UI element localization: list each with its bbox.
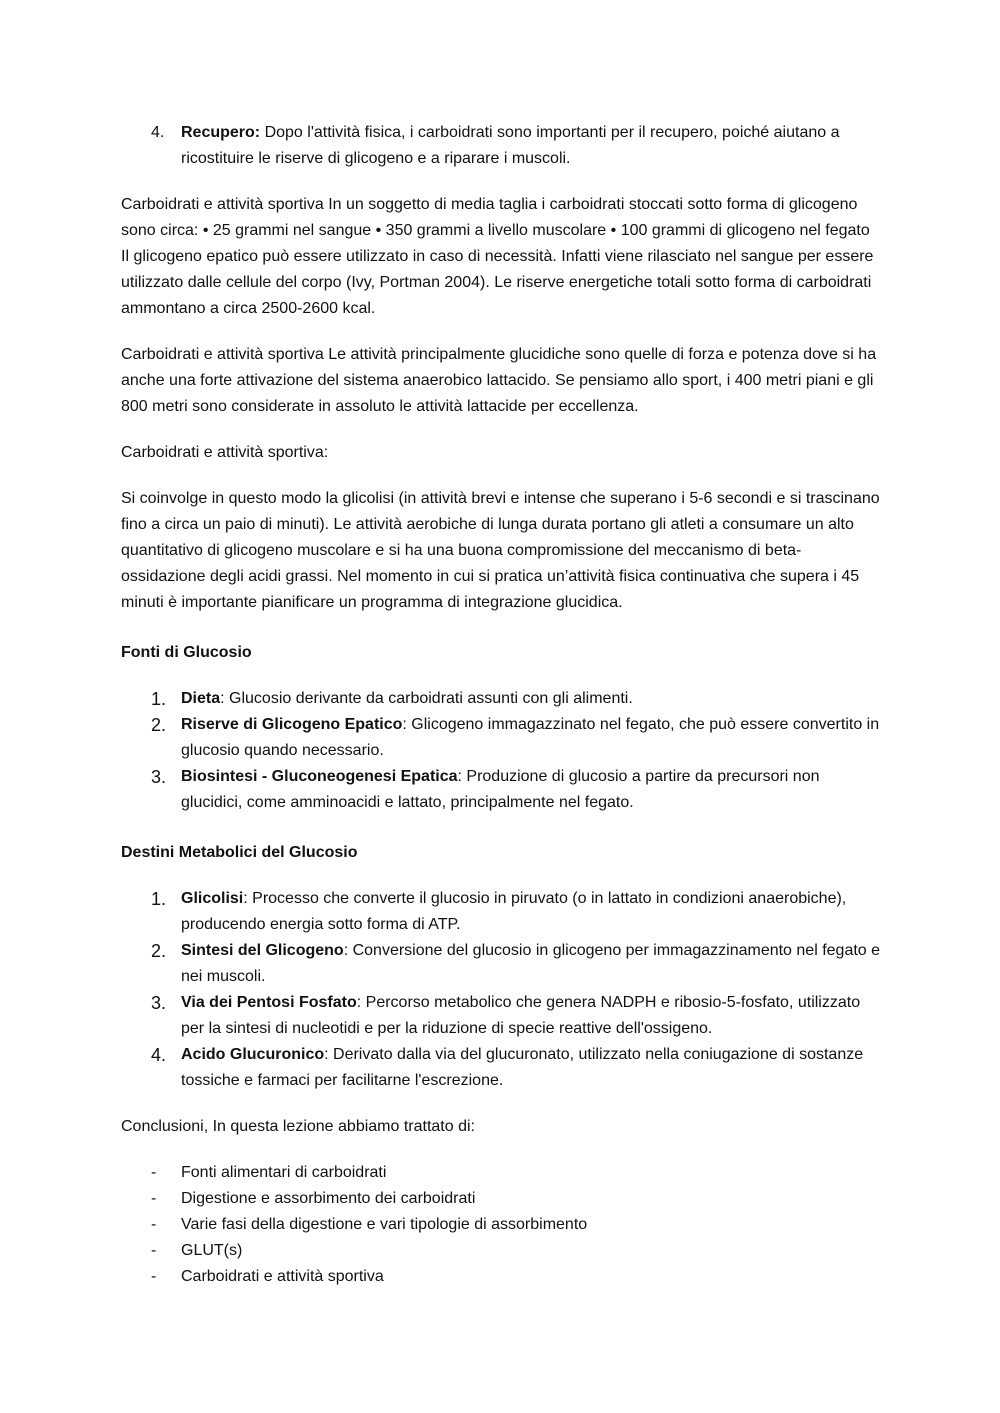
list-text: : Percorso metabolico che genera NADPH e ribosio-5-fosfato, utilizzato per la sintesi di nucleotidi e per la riduzione di specie reattive dell'ossigeno. [181,994,861,1037]
list-number: 1. [151,889,167,909]
list-item [121,120,881,172]
list-term: Dieta [181,690,221,707]
list-item [121,712,881,764]
list-term: Biosintesi - Gluconeogenesi Epatica [181,768,458,785]
list-item [121,686,881,712]
destini-list [121,886,881,1094]
list-dash: - [151,1190,157,1207]
list-dash: - [151,1242,157,1259]
list-text: Varie fasi della digestione e vari tipologie di assorbimento [181,1216,588,1233]
list-term: Glicolisi [181,890,244,907]
list-item [121,1042,881,1094]
heading-fonti: Fonti di Glucosio [121,644,252,661]
list-term: Recupero: [181,124,261,141]
list-term: Acido Glucuronico [181,1046,325,1063]
list-item [121,990,881,1042]
list-item [121,1186,881,1212]
conclusioni-list [121,1160,881,1290]
document-page [121,120,881,1310]
recupero-list [121,120,881,172]
list-number: 4. [151,1045,167,1065]
list-item [121,1264,881,1290]
paragraph-carboidrati-sport: Carboidrati e attività sportiva: [121,444,329,461]
list-number: 2. [151,941,167,961]
list-number: 1. [151,689,167,709]
list-number: 3. [151,767,167,787]
list-item [121,886,881,938]
list-dash: - [151,1164,157,1181]
list-text: : Glucosio derivante da carboidrati assunti con gli alimenti. [220,690,633,707]
list-text: Fonti alimentari di carboidrati [181,1164,387,1181]
fonti-list [121,686,881,816]
list-item [121,764,881,816]
list-text: GLUT(s) [181,1242,243,1259]
list-number: 3. [151,993,167,1013]
paragraph-conclusioni: Conclusioni, In questa lezione abbiamo trattato di: [121,1118,475,1135]
list-item [121,1160,881,1186]
list-text: Dopo l'attività fisica, i carboidrati sono importanti per il recupero, poiché aiutano a ricostituire le riserve di glicogeno e a riparare i muscoli. [181,124,840,167]
list-dash: - [151,1268,157,1285]
paragraph-attivita-glucidiche: Carboidrati e attività sportiva Le attività principalmente glucidiche sono quelle di forza e potenza dove si ha anche una forte attivazione del sistema anaerobico lattacido. Se pensiamo allo sport, i 400 metri piani e gli 800 metri sono considerate in assoluto le attività lattacide per eccellenza. [121,346,877,415]
list-item [121,1212,881,1238]
heading-destini: Destini Metabolici del Glucosio [121,844,358,861]
list-text: : Conversione del glucosio in glicogeno per immagazzinamento nel fegato e nei muscoli. [181,942,881,985]
list-term: Sintesi del Glicogeno [181,942,344,959]
list-item [121,1238,881,1264]
list-text: : Processo che converte il glucosio in piruvato (o in lattato in condizioni anaerobiche), producendo energia sotto forma di ATP. [181,890,847,933]
paragraph-glicogeno: Carboidrati e attività sportiva In un soggetto di media taglia i carboidrati stoccati sotto forma di glicogeno sono circa: • 25 grammi nel sangue • 350 grammi a livello muscolare • 100 grammi di glicogeno nel fegato Il glicogeno epatico può essere utilizzato in caso di necessità. Infatti viene rilasciato nel sangue per essere utilizzato dalle cellule del corpo (Ivy, Portman 2004). Le riserve energetiche totali sotto forma di carboidrati ammontano a circa 2500-2600 kcal. [121,196,874,317]
list-text: Digestione e assorbimento dei carboidrati [181,1190,476,1207]
list-item [121,938,881,990]
list-text: : Derivato dalla via del glucuronato, utilizzato nella coniugazione di sostanze tossiche e farmaci per facilitarne l'escrezione. [181,1046,864,1089]
list-term: Riserve di Glicogeno Epatico [181,716,403,733]
list-text: : Produzione di glucosio a partire da precursori non glucidici, come amminoacidi e lattato, principalmente nel fegato. [181,768,820,811]
list-dash: - [151,1216,157,1233]
list-term: Via dei Pentosi Fosfato [181,994,357,1011]
list-text: Carboidrati e attività sportiva [181,1268,384,1285]
list-text: : Glicogeno immagazzinato nel fegato, che può essere convertito in glucosio quando necessario. [181,716,880,759]
paragraph-glicolisi: Si coinvolge in questo modo la glicolisi (in attività brevi e intense che superano i 5-6 secondi e si trascinano fino a circa un paio di minuti). Le attività aerobiche di lunga durata portano gli atleti a consumare un alto quantitativo di glicogeno muscolare e si ha una buona compromissione del meccanismo di beta-ossidazione degli acidi grassi. Nel momento in cui si pratica un’attività fisica continuativa che supera i 45 minuti è importante pianificare un programma di integrazione glucidica. [121,490,880,611]
list-number: 4. [151,124,165,141]
list-number: 2. [151,715,167,735]
